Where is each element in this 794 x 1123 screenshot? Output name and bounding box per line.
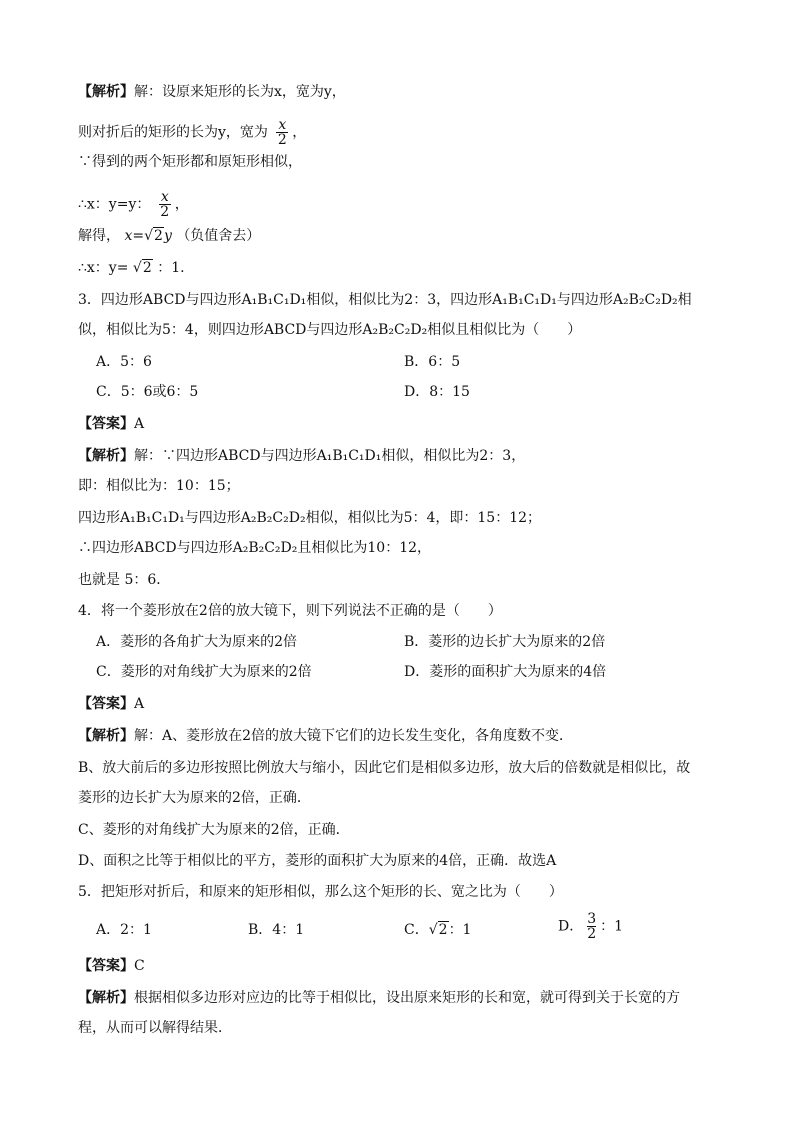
analysis-tag: 【解析】 — [78, 84, 134, 100]
q5-option-b: B．4：1 — [248, 922, 305, 938]
q5-stem: 5．把矩形对折后，和原来的矩形相似，那么这个矩形的长、宽之比为（ ） — [78, 884, 563, 900]
q4-option-a: A．菱形的各角扩大为原来的2倍 — [96, 634, 298, 650]
q3-analysis-2: 即：相似比为：10：15； — [78, 478, 240, 494]
q5-analysis-1: 【解析】根据相似多边形对应边的比等于相似比，设出原来矩形的长和宽，就可得到关于长宽的方 — [78, 990, 680, 1006]
q4-analysis-3: 菱形的边长扩大为原来的2倍，正确． — [78, 790, 311, 806]
fraction-x-over-2: $\frac{x}{2}$ — [277, 117, 287, 148]
analysis-line-5: 解得， x=√2y （负值舍去） — [78, 228, 261, 244]
q5-answer: 【答案】C — [78, 958, 145, 974]
q4-analysis-4: C、菱形的对角线扩大为原来的2倍，正确． — [78, 822, 350, 838]
q4-analysis-2: B、放大前后的多边形按照比例放大与缩小，因此它们是相似多边形，放大后的倍数就是相似比，故 — [78, 760, 691, 776]
q4-answer: 【答案】A — [78, 696, 145, 712]
analysis-line-1: 【解析】解：设原来矩形的长为x，宽为y， — [78, 84, 346, 100]
q4-option-b: B．菱形的边长扩大为原来的2倍 — [404, 634, 606, 650]
q3-analysis-3: 四边形A₁B₁C₁D₁与四边形A₂B₂C₂D₂相似，相似比为5：4，即：15：12； — [78, 510, 542, 526]
q3-option-d: D．8：15 — [404, 384, 470, 400]
fraction-3-over-2: $\frac{3}{2}$ — [587, 911, 597, 942]
sqrt-symbol: √2 — [144, 228, 163, 244]
analysis-line-3: ∵得到的两个矩形都和原矩形相似， — [78, 154, 302, 170]
sqrt-symbol: √2 — [428, 922, 448, 938]
sqrt-symbol: √2 — [132, 260, 152, 276]
q4-analysis-1: 【解析】解：A、菱形放在2倍的放大镜下它们的边长发生变化，各角度数不变． — [78, 728, 574, 744]
q3-stem-2: 似，相似比为5：4，则四边形ABCD与四边形A₂B₂C₂D₂相似且相似比为（ ） — [78, 322, 582, 338]
q4-analysis-5: D、面积之比等于相似比的平方，菱形的面积扩大为原来的4倍，正确．故选A — [78, 853, 557, 869]
fraction-x-over-2: $\frac{x}{2}$ — [160, 189, 170, 220]
q5-option-d: D． $\frac{3}{2}$ ：1 — [558, 911, 624, 942]
q5-analysis-2: 程，从而可以解得结果． — [78, 1020, 232, 1036]
q4-option-c: C．菱形的对角线扩大为原来的2倍 — [96, 664, 312, 680]
analysis-line-4: ∴x：y=y： $\frac{x}{2}$ ， — [78, 189, 189, 220]
q3-answer: 【答案】A — [78, 416, 145, 432]
q3-option-c: C．5：6或6：5 — [96, 384, 199, 400]
q3-stem-1: 3．四边形ABCD与四边形A₁B₁C₁D₁相似，相似比为2：3，四边形A₁B₁C₁D₁与四边形A₂B₂C₂D₂相 — [78, 292, 692, 308]
q4-stem: 4．将一个菱形放在2倍的放大镜下，则下列说法不正确的是（ ） — [78, 603, 502, 619]
q3-analysis-5: 也就是 5：6． — [78, 572, 171, 588]
q5-option-c: C．√2：1 — [404, 922, 472, 938]
analysis-line-2: 则对折后的矩形的长为y，宽为 $\frac{x}{2}$ ， — [78, 117, 307, 148]
q3-analysis-4: ∴四边形ABCD与四边形A₂B₂C₂D₂且相似比为10：12， — [78, 540, 432, 556]
q3-analysis-1: 【解析】解：∵四边形ABCD与四边形A₁B₁C₁D₁相似，相似比为2：3， — [78, 448, 526, 464]
analysis-line-6: ∴x：y= √2 ：1. — [78, 260, 185, 276]
q5-option-a: A．2：1 — [96, 922, 152, 938]
q4-option-d: D．菱形的面积扩大为原来的4倍 — [404, 664, 607, 680]
q3-option-b: B．6：5 — [404, 354, 461, 370]
q3-option-a: A．5：6 — [96, 354, 152, 370]
